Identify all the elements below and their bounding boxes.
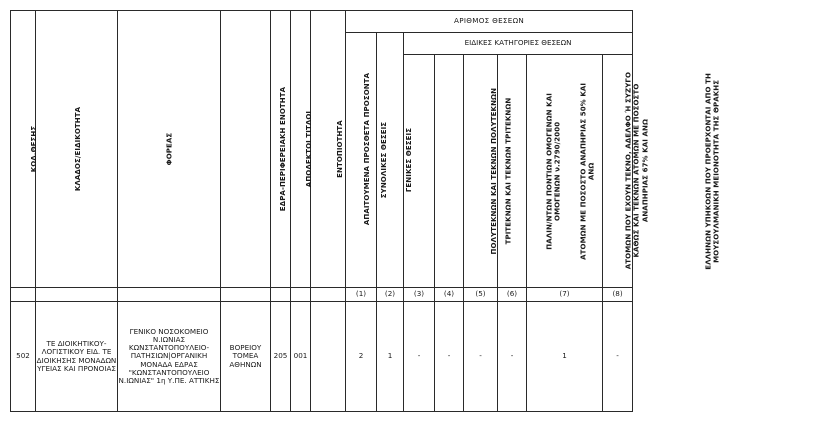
cell-foreas: ΓΕΝΙΚΟ ΝΟΣΟΚΟΜΕΙΟ Ν.ΙΩΝΙΑΣ ΚΩΝΣΤΑΝΤΟΠΟΥΛΕΙΟ-ΠΑΤΗΣΙΩΝ|ΟΡΓΑΝΙΚΗ ΜΟΝΑΔΑ ΕΔΡΑΣ "ΚΩΝΣΤΑΝΤΟΠΟΥΛΕΙΟ Ν.ΙΩΝΙΑΣ" 1η Υ.ΠΕ. ΑΤΤΙΚΗΣ <box>118 302 221 412</box>
header-foreas: ΦΟΡΕΑΣ <box>118 11 221 288</box>
header-cat4: ΤΡΙΤΕΚΝΩΝ ΚΑΙ ΤΕΚΝΩΝ ΤΡΙΤΕΚΝΩΝ <box>435 55 464 288</box>
header-entopiotita: ΕΝΤΟΠΙΟΤΗΤΑ <box>311 11 346 288</box>
cell-apodektoi: 205 <box>271 302 291 412</box>
header-cat8: ΕΛΛΗΝΩΝ ΥΠΗΚΟΩΝ ΠΟΥ ΠΡΟΕΡΧΟΝΤΑΙ ΑΠΟ ΤΗ ΜΟΥΣΟΥΛΜΑΝΙΚΗ ΜΕΙΟΝΟΤΗΤΑ ΤΗΣ ΘΡΑΚΗΣ <box>603 55 633 288</box>
header-cat7: ΑΤΟΜΩΝ ΠΟΥ ΕΧΟΥΝ ΤΕΚΝΟ, ΑΔΕΛΦΟ Ή ΣΥΖΥΓΟ ΚΑΘΩΣ ΚΑΙ ΤΕΚΝΩΝ ΑΤΟΜΩΝ ΜΕ ΠΟΣΟΣΤΟ ΑΝΑΠΗΡΙΑΣ 67% ΚΑΙ ΑΝΩ <box>527 55 603 288</box>
header-cat3: ΠΟΛΥΤΕΚΝΩΝ ΚΑΙ ΤΕΚΝΩΝ ΠΟΛΥΤΕΚΝΩΝ <box>404 55 435 288</box>
column-number-3: (3) <box>404 288 435 302</box>
cell-entopiotita <box>311 302 346 412</box>
cell-cat3: - <box>404 302 435 412</box>
column-number-7: (7) <box>527 288 603 302</box>
header-synolikes: ΣΥΝΟΛΙΚΕΣ ΘΕΣΕΙΣ <box>346 33 377 288</box>
header-cat5: ΠΑΛΙΝ/ΝΤΩΝ ΠΟΝΤΙΩΝ ΟΜΟΓΕΝΩΝ ΚΑΙ ΟΜΟΓΕΝΩΝ ν.2790/2000 <box>464 55 498 288</box>
cell-cat5: - <box>464 302 498 412</box>
cell-cat8: - <box>603 302 633 412</box>
cell-cat6: - <box>498 302 527 412</box>
blank-num-cell <box>221 288 271 302</box>
header-eidikes-kathgories: ΕΙΔΙΚΕΣ ΚΑΤΗΓΟΡΙΕΣ ΘΕΣΕΩΝ <box>404 33 633 55</box>
cell-cat4: - <box>435 302 464 412</box>
cell-kod: 502 <box>11 302 36 412</box>
header-genikes: ΓΕΝΙΚΕΣ ΘΕΣΕΙΣ <box>377 33 404 288</box>
header-apaitoumena: ΑΠΑΙΤΟΥΜΕΝΑ ΠΡΟΣΘΕΤΑ ΠΡΟΣΟΝΤΑ <box>291 11 311 288</box>
header-klados: ΚΛΑΔΟΣ/ΕΙΔΙΚΟΤΗΤΑ <box>36 11 118 288</box>
header-apodektoi: ΑΠΟΔΕΚΤΟΙ ΤΙΤΛΟΙ <box>271 11 291 288</box>
cell-edra: ΒΟΡΕΙΟΥ ΤΟΜΕΑ ΑΘΗΝΩΝ <box>221 302 271 412</box>
blank-num-cell <box>311 288 346 302</box>
header-arithmos-theseon: ΑΡΙΘΜΟΣ ΘΕΣΕΩΝ <box>346 11 633 33</box>
column-number-4: (4) <box>435 288 464 302</box>
blank-num-cell <box>36 288 118 302</box>
cell-genikes: 1 <box>377 302 404 412</box>
column-number-5: (5) <box>464 288 498 302</box>
header-cat6: ΑΤΟΜΩΝ ΜΕ ΠΟΣΟΣΤΟ ΑΝΑΠΗΡΙΑΣ 50% ΚΑΙ ΑΝΩ <box>498 55 527 288</box>
table-row <box>11 302 633 412</box>
column-number-1: (1) <box>346 288 377 302</box>
column-number-8: (8) <box>603 288 633 302</box>
blank-num-cell <box>291 288 311 302</box>
header-kod-thesis: ΚΩΔ.ΘΕΣΗΣ <box>11 11 36 288</box>
cell-klados: ΤΕ ΔΙΟΙΚΗΤΙΚΟΥ-ΛΟΓΙΣΤΙΚΟΥ ΕΙΔ. ΤΕ ΔΙΟΙΚΗΣΗΣ ΜΟΝΑΔΩΝ ΥΓΕΙΑΣ ΚΑΙ ΠΡΟΝΟΙΑΣ <box>36 302 118 412</box>
cell-cat7: 1 <box>527 302 603 412</box>
column-number-2: (2) <box>377 288 404 302</box>
cell-apaitoumena: 001 <box>291 302 311 412</box>
blank-num-cell <box>11 288 36 302</box>
column-number-6: (6) <box>498 288 527 302</box>
blank-num-cell <box>118 288 221 302</box>
header-edra: ΕΔΡΑ-ΠΕΡΙΦΕΡΕΙΑΚΗ ΕΝΟΤΗΤΑ <box>221 11 271 288</box>
positions-table <box>10 10 721 412</box>
cell-synolikes: 2 <box>346 302 377 412</box>
blank-num-cell <box>271 288 291 302</box>
